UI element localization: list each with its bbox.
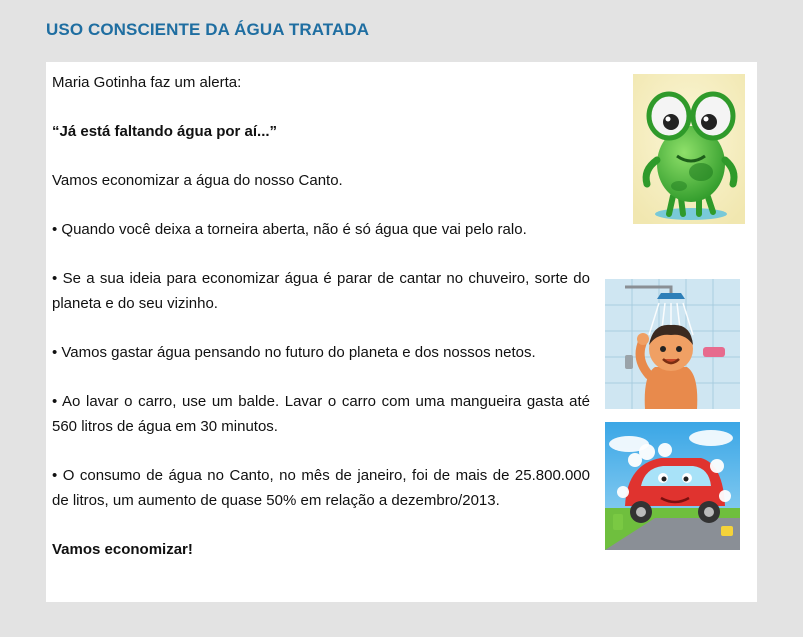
paragraph-alert-quote: “Já está faltando água por aí...” [52, 123, 278, 140]
car-wash-illustration-icon [605, 422, 740, 550]
paragraph-consumption-fact: • O consumo de água no Canto, no mês de janeiro, foi de mais de 25.800.000 de litros, um aumento de quase 50% em relação a dezembro/2013. [52, 467, 590, 509]
article-text [52, 70, 590, 586]
paragraph-future-tip: • Vamos gastar água pensando no futuro do planeta e dos nossos netos. [52, 344, 536, 361]
paragraph-intro: Maria Gotinha faz um alerta: [52, 74, 242, 91]
shower-boy-illustration-icon [605, 279, 740, 409]
paragraph-shower-tip: • Se a sua ideia para economizar água é parar de cantar no chuveiro, sorte do planeta e do seu vizinho. [52, 270, 590, 312]
page-title: USO CONSCIENTE DA ÁGUA TRATADA [46, 20, 370, 39]
paragraph-tap-tip: • Quando você deixa a torneira aberta, não é só água que vai pelo ralo. [52, 221, 527, 238]
paragraph-call-to-save: Vamos economizar a água do nosso Canto. [52, 172, 343, 189]
paragraph-closing: Vamos economizar! [52, 541, 193, 558]
content-panel [46, 62, 757, 602]
frog-illustration-icon [633, 74, 745, 224]
paragraph-car-tip: • Ao lavar o carro, use um balde. Lavar o carro com uma mangueira gasta até 560 litros de água em 30 minutos. [52, 393, 590, 435]
